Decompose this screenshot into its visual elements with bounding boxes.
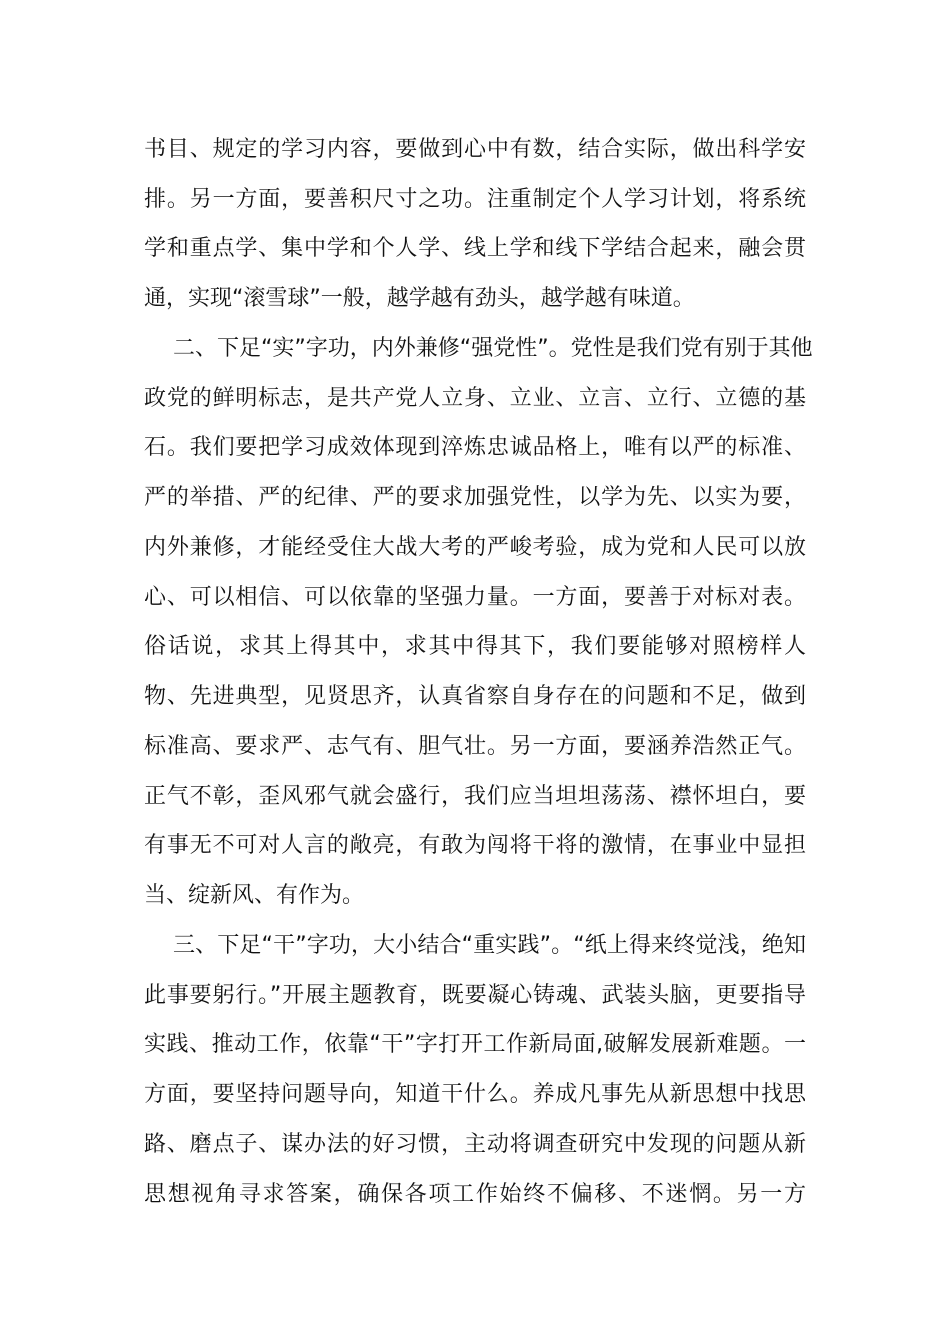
- text-line: 严的举措、严的纪律、严的要求加强党性，以学为先、以实为要，: [144, 485, 806, 510]
- text-line: 物、先进典型，见贤思齐，认真省察自身存在的问题和不足，做到: [144, 684, 806, 709]
- text-line: 学和重点学、集中学和个人学、线上学和线下学结合起来，融会贯: [144, 236, 806, 261]
- text-line: 有事无不可对人言的敞亮，有敢为闯将干将的激情，在事业中显担: [144, 833, 806, 858]
- text-line: 石。我们要把学习成效体现到淬炼忠诚品格上，唯有以严的标准、: [144, 435, 806, 460]
- text-line: 内外兼修，才能经受住大战大考的严峻考验，成为党和人民可以放: [144, 535, 806, 560]
- text-line: 正气不彰，歪风邪气就会盛行，我们应当坦坦荡荡、襟怀坦白，要: [144, 784, 806, 809]
- text-line: 当、绽新风、有作为。: [144, 883, 365, 908]
- text-line: 标准高、要求严、志气有、胆气壮。另一方面，要涵养浩然正气。: [144, 734, 806, 759]
- text-line: 实践、推动工作，依靠“干”字打开工作新局面,破解发展新难题。一: [144, 1032, 806, 1057]
- text-line: 心、可以相信、可以依靠的坚强力量。一方面，要善于对标对表。: [144, 585, 806, 610]
- text-line: 政党的鲜明标志，是共产党人立身、立业、立言、立行、立德的基: [144, 386, 806, 411]
- text-line: 路、磨点子、谋办法的好习惯，主动将调查研究中发现的问题从新: [144, 1132, 806, 1157]
- text-line: 俗话说，求其上得其中，求其中得其下，我们要能够对照榜样人: [144, 634, 806, 659]
- text-line: 方面，要坚持问题导向，知道干什么。养成凡事先从新思想中找思: [144, 1082, 806, 1107]
- text-line: 通，实现“滚雪球”一般，越学越有劲头，越学越有味道。: [144, 286, 695, 311]
- text-line: 此事要躬行。”开展主题教育，既要凝心铸魂、武装头脑，更要指导: [144, 983, 806, 1008]
- text-line: 思想视角寻求答案，确保各项工作始终不偏移、不迷惘。另一方: [144, 1182, 806, 1207]
- paragraph-heading-line: 三、下足“干”字功，大小结合“重实践”。“纸上得来终觉浅，绝知: [173, 933, 806, 958]
- paragraph-heading-line: 二、下足“实”字功，内外兼修“强党性”。党性是我们党有别于其他: [173, 336, 813, 361]
- text-line: 排。另一方面，要善积尺寸之功。注重制定个人学习计划，将系统: [144, 187, 806, 212]
- text-line: 书目、规定的学习内容，要做到心中有数，结合实际，做出科学安: [144, 137, 806, 162]
